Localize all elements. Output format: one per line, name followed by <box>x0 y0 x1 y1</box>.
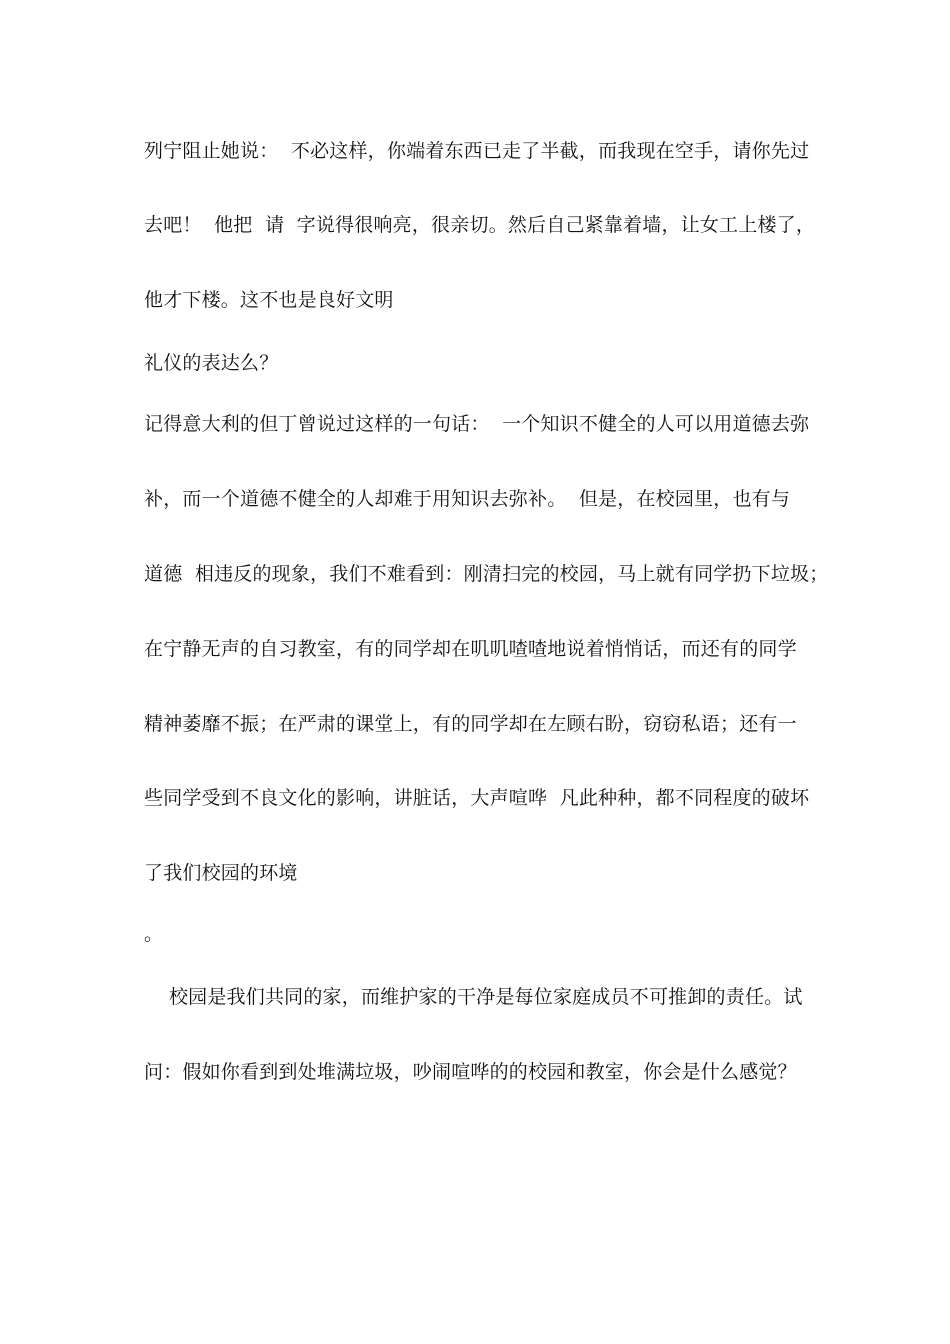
text-line-12: 。 <box>144 923 164 945</box>
text-line-9: 精神萎靡不振；在严肃的课堂上，有的同学却在左顾右盼，窃窃私语；还有一 <box>144 713 797 735</box>
text-line-1: 列宁阻止她说： 不必这样，你端着东西已走了半截，而我现在空手，请你先过 <box>144 140 810 162</box>
text-line-11: 了我们校园的环境 <box>144 862 298 884</box>
text-line-6: 补，而一个道德不健全的人却难于用知识去弥补。 但是，在校园里，也有与 <box>144 488 791 510</box>
text-line-14: 问：假如你看到到处堆满垃圾，吵闹喧哗的的校园和教室，你会是什么感觉？ <box>144 1061 797 1083</box>
text-line-13: 校园是我们共同的家，而维护家的干净是每位家庭成员不可推卸的责任。试 <box>144 986 803 1008</box>
text-line-7: 道德 相违反的现象，我们不难看到：刚清扫完的校园，马上就有同学扔下垃圾； <box>144 563 829 585</box>
text-line-8: 在宁静无声的自习教室，有的同学却在叽叽喳喳地说着悄悄话，而还有的同学 <box>144 638 797 660</box>
text-line-3: 他才下楼。这不也是良好文明 <box>144 289 394 311</box>
text-line-2: 去吧！ 他把 请 字说得很响亮，很亲切。然后自己紧靠着墙，让女工上楼了， <box>144 214 816 236</box>
text-line-5: 记得意大利的但丁曾说过这样的一句话： 一个知识不健全的人可以用道德去弥 <box>144 413 810 435</box>
text-line-4: 礼仪的表达么？ <box>144 352 279 374</box>
text-line-10: 些同学受到不良文化的影响，讲脏话，大声喧哗 凡此种种，都不同程度的破坏 <box>144 787 810 809</box>
